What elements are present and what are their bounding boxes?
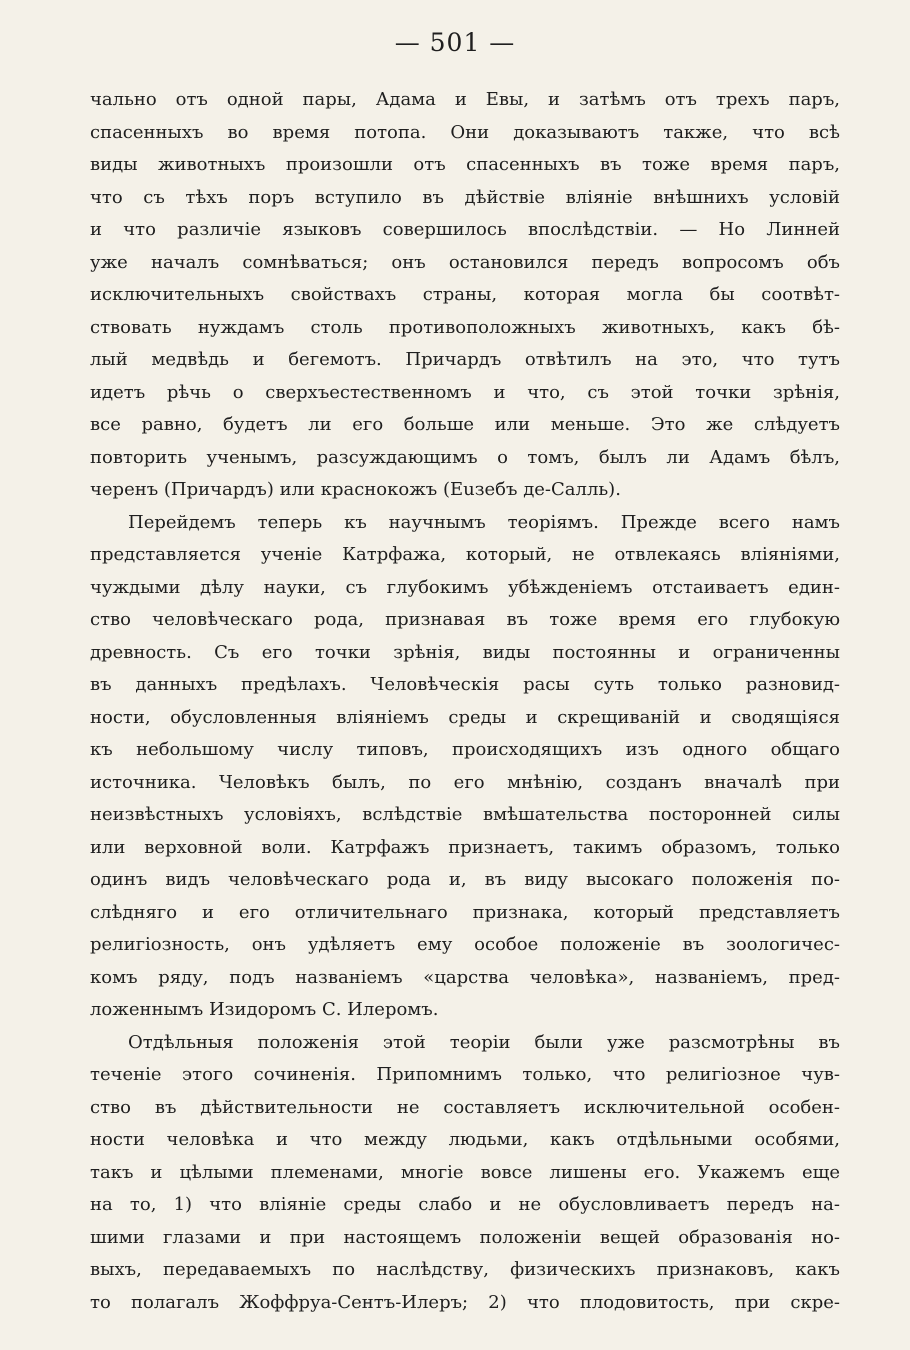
text-line: Отдѣльныя положенія этой теоріи были уже разсмотрѣны въ <box>128 1031 840 1053</box>
text-line: чально отъ одной пары, Адама и Евы, и затѣмъ отъ трехъ паръ, <box>90 89 840 110</box>
text-line: комъ ряду, подъ названіемъ «царства человѣка», названіемъ, пред- <box>90 966 840 988</box>
text-line: древность. Съ его точки зрѣнія, виды постоянны и ограниченны <box>90 641 840 663</box>
body-text <box>90 84 850 1319</box>
text-line: лый медвѣдь и бегемотъ. Причардъ отвѣтилъ на это, что тутъ <box>90 349 840 370</box>
text-line: на то, 1) что вліяніе среды слабо и не обусловливаетъ передъ на- <box>90 1194 840 1215</box>
text-line: ство человѣческаго рода, признавая въ тоже время его глубокую <box>90 609 840 630</box>
text-line: все равно, будетъ ли его больше или меньше. Это же слѣдуетъ <box>90 414 840 435</box>
text-line: чуждыми дѣлу науки, съ глубокимъ убѣжденіемъ отстаиваетъ един- <box>90 576 840 598</box>
text-line: ство въ дѣйствительности не составляетъ исключительной особен- <box>90 1096 840 1118</box>
text-line: спасенныхъ во время потопа. Они доказываютъ также, что всѣ <box>90 121 840 143</box>
text-line: ности человѣка и что между людьми, какъ отдѣльными особями, <box>90 1129 840 1150</box>
text-line: въ данныхъ предѣлахъ. Человѣческія расы суть только разновид- <box>90 674 840 695</box>
text-line: черенъ (Причардъ) или краснокожъ (Euзебъ де-Салль). <box>90 479 621 500</box>
text-line: представляется ученіе Катрфажа, который, не отвлекаясь вліяніями, <box>90 544 840 565</box>
text-line: теченіе этого сочиненія. Припомнимъ только, что религіозное чув- <box>90 1064 840 1085</box>
page-number: — 501 — <box>394 28 516 57</box>
text-line: и что различіе языковъ совершилось впослѣдствіи. — Но Линней <box>90 219 840 240</box>
text-line: ствовать нуждамъ столь противоположныхъ животныхъ, какъ бѣ- <box>90 316 840 338</box>
text-line: выхъ, передаваемыхъ по наслѣдству, физическихъ признаковъ, какъ <box>90 1259 840 1280</box>
text-line: неизвѣстныхъ условіяхъ, вслѣдствіе вмѣшательства посторонней силы <box>90 804 840 825</box>
text-line: или верховной воли. Катрфажъ признаетъ, такимъ образомъ, только <box>90 836 840 858</box>
text-line: источника. Человѣкъ былъ, по его мнѣнію, созданъ вначалѣ при <box>90 771 840 793</box>
text-line: уже началъ сомнѣваться; онъ остановился передъ вопросомъ объ <box>90 251 840 273</box>
text-line: виды животныхъ произошли отъ спасенныхъ въ тоже время паръ, <box>90 154 840 175</box>
text-line: исключительныхъ свойствахъ страны, которая могла бы соотвѣт- <box>90 284 840 305</box>
text-line: что съ тѣхъ поръ вступило въ дѣйствіе вліяніе внѣшнихъ условій <box>90 186 840 208</box>
text-line: ности, обусловленныя вліяніемъ среды и скрещиваній и сводящіяся <box>90 706 840 728</box>
paragraph-2 <box>90 507 850 1027</box>
text-line: одинъ видъ человѣческаго рода и, въ виду высокаго положенія по- <box>90 869 840 890</box>
text-line: къ небольшому числу типовъ, происходящихъ изъ одного общаго <box>90 739 840 760</box>
text-line: то полагалъ Жоффруа-Сентъ-Илеръ; 2) что плодовитость, при скре- <box>90 1291 840 1313</box>
text-line: такъ и цѣлыми племенами, многіе вовсе лишены его. Укажемъ еще <box>90 1161 840 1183</box>
text-line: идетъ рѣчь о сверхъестественномъ и что, съ этой точки зрѣнія, <box>90 381 840 403</box>
text-line: религіозность, онъ удѣляетъ ему особое положеніе въ зоологичес- <box>90 934 840 955</box>
paragraph-3 <box>90 1027 850 1320</box>
text-line: шими глазами и при настоящемъ положеніи вещей образованія но- <box>90 1226 840 1248</box>
text-line: Перейдемъ теперь къ научнымъ теоріямъ. Прежде всего намъ <box>128 511 840 533</box>
text-line: ложеннымъ Изидоромъ С. Илеромъ. <box>90 999 439 1020</box>
text-line: слѣдняго и его отличительнаго признака, который представляетъ <box>90 901 840 923</box>
text-line: повторить ученымъ, разсуждающимъ о томъ, былъ ли Адамъ бѣлъ, <box>90 446 840 468</box>
paragraph-1 <box>90 84 850 507</box>
